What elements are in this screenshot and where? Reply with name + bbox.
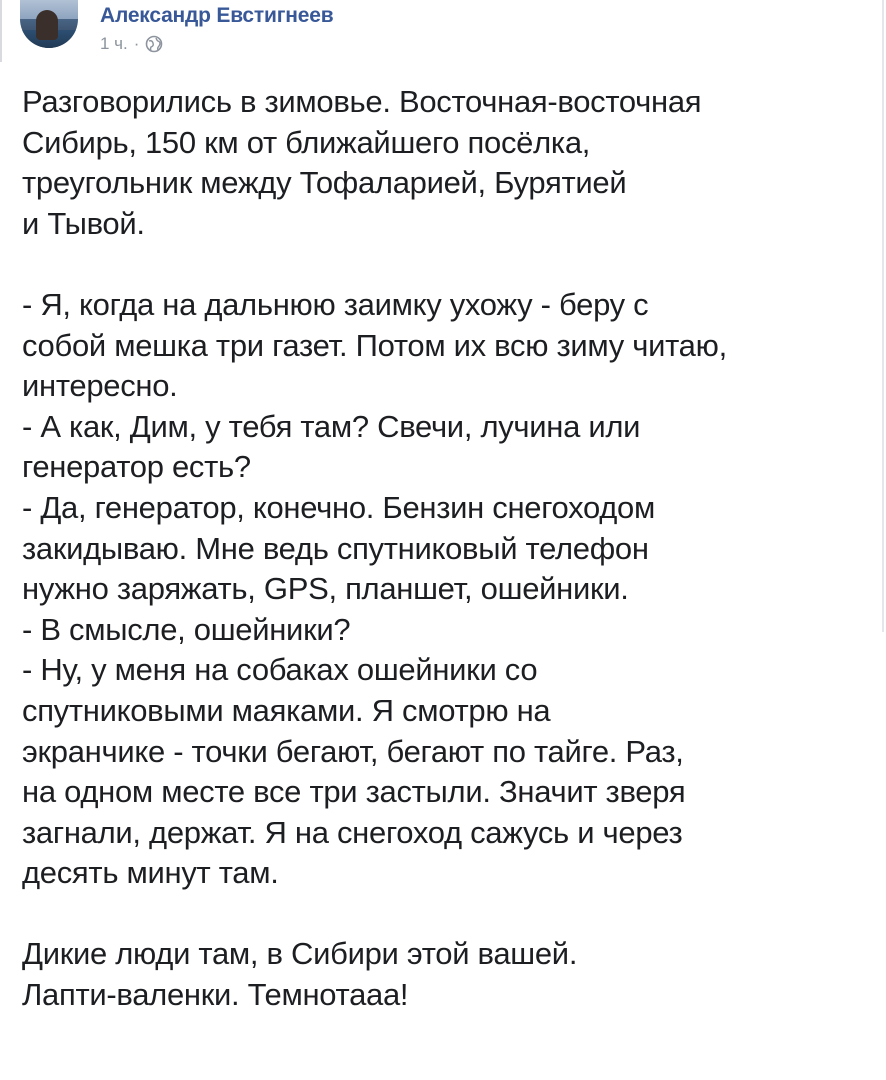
author-name[interactable]: Александр Евстигнеев [100,4,334,27]
post-text-line: - Ну, у меня на собаках ошейники со [22,652,538,688]
post-text-line: экранчике - точки бегают, бегают по тайге. Раз, [22,733,684,769]
post-text-line: - Я, когда на дальнюю заимку ухожу - беру с [22,286,649,322]
post-text-line: генератор есть? [22,449,251,485]
post-text-line: загнали, держат. Я на снегоход сажусь и через [22,814,683,850]
post-text-line: - А как, Дим, у тебя там? Свечи, лучина или [22,408,641,444]
post-header [20,0,333,62]
post-text-line: нужно заряжать, GPS, планшет, ошейники. [22,571,629,607]
post-text-line: и Тывой. [22,205,145,241]
post-text-line: десять минут там. [22,855,279,891]
post-text-line: интересно. [22,368,178,404]
globe-icon[interactable] [145,35,163,53]
post-text-line: на одном месте все три застыли. Значит зверя [22,774,686,810]
paragraph-break [22,894,872,935]
post-meta [100,0,333,54]
scrollbar-track [882,0,884,632]
post-text-line: собой мешка три газет. Потом их всю зиму читаю, [22,327,727,363]
post-text-line: - В смысле, ошейники? [22,611,351,647]
post-text-line: Сибирь, 150 км от ближайшего посёлка, [22,124,591,160]
post-body [22,82,872,1016]
post-text-line: Разговорились в зимовье. Восточная-восточная [22,84,702,119]
avatar[interactable] [20,0,78,48]
post-text-line: - Да, генератор, конечно. Бензин снегоходом [22,489,655,525]
post-text-line: Дикие люди там, в Сибири этой вашей. [22,936,578,972]
post-text-line: Лапти-валенки. Темнотааа! [22,977,409,1013]
post-subtitle [100,34,333,54]
paragraph-break [22,244,872,285]
post-text-line: спутниковыми маяками. Я смотрю на [22,692,551,728]
post-timestamp[interactable]: 1 ч. [100,34,128,53]
separator-dot: · [133,34,140,53]
post-text-line: треугольник между Тофаларией, Бурятией [22,165,627,201]
post-text-line: закидываю. Мне ведь спутниковый телефон [22,530,649,566]
left-divider [0,0,2,62]
